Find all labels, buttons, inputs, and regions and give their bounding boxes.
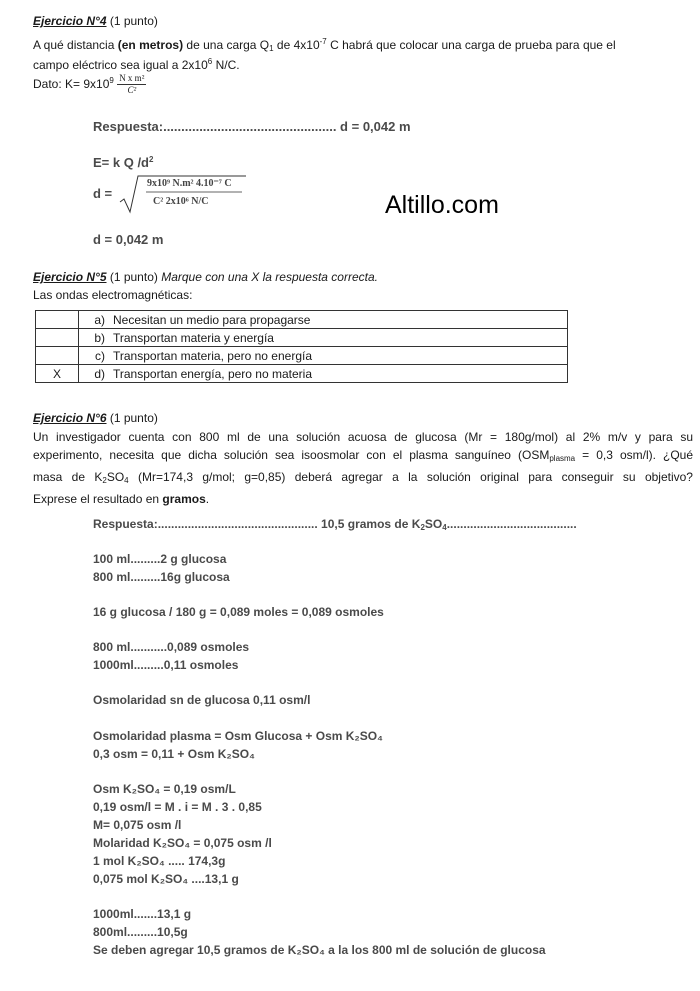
ex5-title: Ejercicio N°5 (33, 270, 107, 284)
option-letter: d) (79, 365, 110, 383)
ex4-formula (93, 155, 153, 170)
ex4-d-label: d = (93, 186, 113, 201)
text: Exprese el resultado en (33, 492, 163, 506)
ex6-work-l8: 0,3 osm = 0,11 + Osm K₂SO₄ (93, 747, 255, 761)
text: experimento, necesita que dicha solución sea isoosmolar con el plasma sanguíneo (OSM (33, 448, 550, 462)
text: de una carga Q (183, 38, 270, 52)
text: E= k Q /d (93, 155, 149, 170)
option-text: Necesitan un medio para propagarse (109, 311, 568, 329)
ex4-heading (33, 12, 158, 30)
ex4-points: (1 punto) (106, 14, 158, 28)
subscript: 2 (420, 523, 425, 532)
text: SO (424, 517, 443, 531)
ex4-title: Ejercicio N°4 (33, 14, 107, 28)
text: = 0,3 osm/l). ¿Qué (575, 448, 693, 462)
text: campo eléctrico sea igual a 2x10 (33, 58, 208, 72)
option-row (36, 347, 568, 365)
ex6-work-l14: 0,075 mol K₂SO₄ ....13,1 g (93, 872, 239, 886)
ex6-work-l3: 16 g glucosa / 180 g = 0,089 moles = 0,089 osmoles (93, 605, 384, 619)
option-text: Transportan materia, pero no energía (109, 347, 568, 365)
ex6-points: (1 punto) (106, 411, 158, 425)
ex6-work-l13: 1 mol K₂SO₄ ..... 174,3g (93, 854, 226, 868)
subscript: plasma (549, 454, 576, 463)
ex5-heading (33, 268, 378, 286)
text: Dato: K= 9x10 (33, 77, 110, 91)
ex6-line1: Un investigador cuenta con 800 ml de una solución acuosa de glucosa (Mr = 180g/mol) al 2% m/v y para su (33, 430, 693, 444)
ex6-work-l4: 800 ml...........0,089 osmoles (93, 640, 250, 654)
superscript: -7 (319, 37, 327, 46)
text: SO (106, 470, 125, 484)
text-bold: (en metros) (117, 38, 184, 52)
ex6-work-l16: 800ml.........10,5g (93, 925, 188, 939)
text: A qué distancia (33, 38, 118, 52)
option-mark-cell[interactable] (36, 347, 79, 365)
dato-fraction (117, 73, 146, 96)
option-row (36, 365, 568, 383)
ex6-line2 (33, 446, 693, 468)
text: . (205, 492, 210, 506)
text: (Mr=174,3 g/mol; g=0,85) deberá agregar a la solución original para conseguir su objetivo? (128, 470, 693, 484)
text: masa de K (33, 470, 103, 484)
superscript: 2 (149, 155, 154, 164)
ex5-points: (1 punto) (106, 270, 162, 284)
ex6-title: Ejercicio N°6 (33, 411, 107, 425)
text-bold: gramos (162, 492, 206, 506)
option-letter: c) (79, 347, 110, 365)
ex6-work-l12: Molaridad K₂SO₄ = 0,075 osm /l (93, 836, 272, 850)
text: ....................................... (446, 517, 577, 531)
text: de 4x10 (273, 38, 320, 52)
watermark: Altillo.com (385, 191, 499, 219)
sqrt-denominator: C² 2x10⁶ N/C (153, 196, 209, 207)
ex6-heading (33, 409, 158, 427)
subscript: 4 (124, 476, 129, 485)
ex6-paragraph (33, 428, 693, 508)
ex5-question: Las ondas electromagnéticas: (33, 288, 193, 302)
ex6-work-l7: Osmolaridad plasma = Osm Glucosa + Osm K₂SO₄ (93, 729, 383, 743)
option-mark-cell[interactable]: X (36, 365, 79, 383)
ex6-work-l5: 1000ml.........0,11 osmoles (93, 658, 239, 672)
option-row (36, 311, 568, 329)
ex6-work-l9: Osm K₂SO₄ = 0,19 osm/L (93, 782, 236, 796)
fraction-denominator: C² (127, 85, 137, 96)
subscript: 2 (102, 476, 107, 485)
subscript: 1 (269, 44, 274, 53)
ex6-work-l17: Se deben agregar 10,5 gramos de K₂SO₄ a la los 800 ml de solución de glucosa (93, 943, 546, 957)
text: Respuesta:................................................ 10,5 gramos de K (93, 517, 421, 531)
superscript: 9 (109, 76, 114, 85)
option-text: Transportan materia y energía (109, 329, 568, 347)
subscript: 4 (442, 523, 447, 532)
ex6-answer (93, 517, 577, 532)
text: C habrá que colocar una carga de prueba para que el (326, 38, 616, 52)
ex5-options-table (35, 310, 568, 383)
text: N/C. (212, 58, 240, 72)
sqrt-numerator: 9x10⁹ N.m² 4.10⁻⁷ C (147, 178, 232, 189)
ex6-work-l2: 800 ml.........16g glucosa (93, 570, 230, 584)
ex4-dato (33, 71, 146, 96)
option-letter: a) (79, 311, 110, 329)
option-text: Transportan energía, pero no materia (109, 365, 568, 383)
ex6-work-l11: M= 0,075 osm /l (93, 818, 182, 832)
fraction-numerator: N x m² (119, 73, 145, 84)
ex4-result: d = 0,042 m (93, 232, 164, 247)
option-mark-cell[interactable] (36, 311, 79, 329)
ex6-line3 (33, 468, 693, 490)
ex6-work-l1: 100 ml.........2 g glucosa (93, 552, 227, 566)
ex5-instruction: Marque con una X la respuesta correcta. (161, 270, 378, 284)
ex6-work-l15: 1000ml.......13,1 g (93, 907, 192, 921)
option-letter: b) (79, 329, 110, 347)
ex6-work-l10: 0,19 osm/l = M . i = M . 3 . 0,85 (93, 800, 262, 814)
ex6-line4 (33, 490, 693, 508)
ex4-answer: Respuesta:................................................ d = 0,042 m (93, 119, 411, 134)
option-row (36, 329, 568, 347)
ex6-work-l6: Osmolaridad sn de glucosa 0,11 osm/l (93, 693, 311, 707)
superscript: 6 (207, 57, 213, 66)
option-mark-cell[interactable] (36, 329, 79, 347)
